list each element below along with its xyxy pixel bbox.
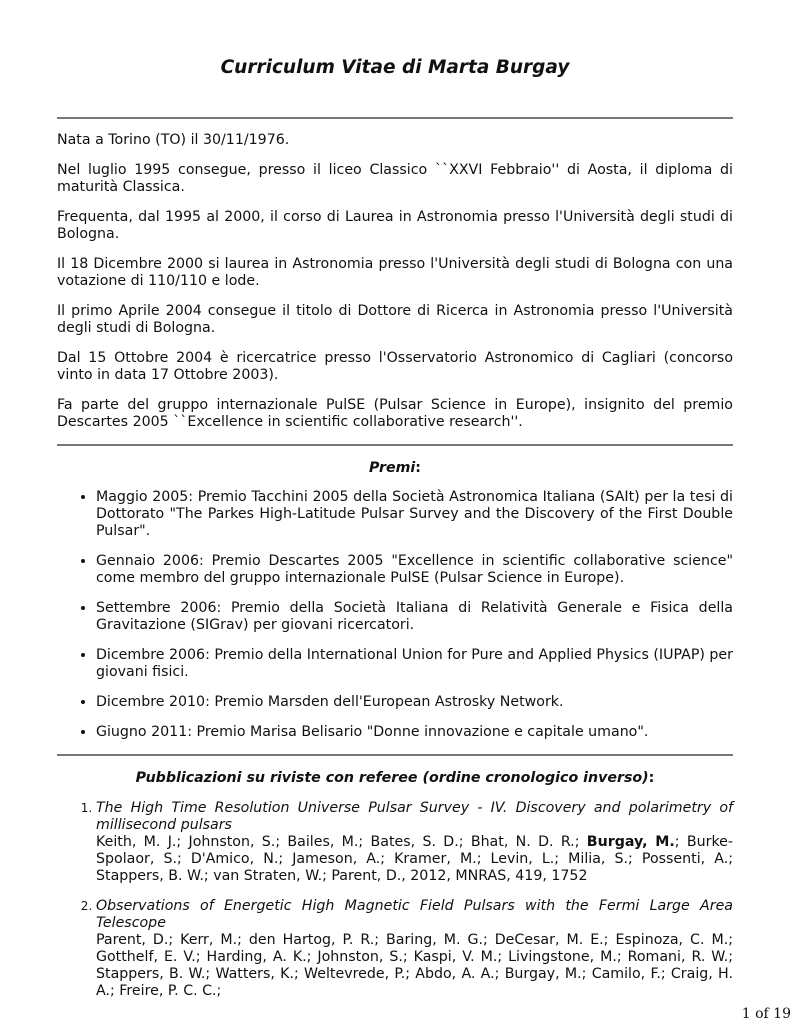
page-indicator: 1 of 19 [741, 1006, 791, 1022]
publications-heading-text: Pubblicazioni su riviste con referee (ordine cronologico inverso) [135, 770, 649, 786]
prizes-heading [57, 460, 733, 477]
bio-paragraph: Frequenta, dal 1995 al 2000, il corso di Laurea in Astronomia presso l'Università degli studi di Bologna. [57, 209, 733, 242]
authors-text: ; Burke-Spolaor, S.; D'Amico, N.; Jameson, A.; Kramer, M.; Levin, L.; Milia, S.; Possenti, A.; Stappers, B. W.; van Straten, W.; Parent, D., 2012, MNRAS, 419, 1752 [96, 834, 734, 884]
publication-item [96, 898, 733, 1000]
list-item: • Dicembre 2010: Premio Marsden dell'European Astrosky Network. [96, 694, 733, 711]
document-page [57, 0, 733, 1013]
publication-authors [96, 834, 733, 885]
bio-paragraph: Il primo Aprile 2004 consegue il titolo di Dottore di Ricerca in Astronomia presso l'Università degli studi di Bologna. [57, 303, 733, 336]
bio-paragraph: Nata a Torino (TO) il 30/11/1976. [57, 132, 290, 148]
page-footer [0, 1006, 791, 1023]
bio-paragraph: Dal 15 Ottobre 2004 è ricercatrice presso l'Osservatorio Astronomico di Cagliari (concorso vinto in data 17 Ottobre 2003). [57, 350, 733, 383]
bio-section [57, 132, 733, 431]
authors-text: Keith, M. J.; Johnston, S.; Bailes, M.; Bates, S. D.; Bhat, N. D. R.; [96, 834, 587, 850]
divider [57, 754, 733, 756]
bio-paragraph: Il 18 Dicembre 2000 si laurea in Astronomia presso l'Università degli studi di Bologna con una votazione di 110/110 e lode. [57, 256, 733, 289]
publication-title: 2. Observations of Energetic High Magnetic Field Pulsars with the Fermi Large Area Telescope [96, 898, 733, 931]
list-item: • Settembre 2006: Premio della Società Italiana di Relatività Generale e Fisica della Gravitazione (SIGrav) per giovani ricercatori. [96, 600, 733, 634]
bio-paragraph: Nel luglio 1995 consegue, presso il liceo Classico ``XXVI Febbraio'' di Aosta, il diploma di maturità Classica. [57, 162, 733, 195]
divider [57, 117, 733, 119]
list-item: • Giugno 2011: Premio Marisa Belisario "Donne innovazione e capitale umano". [96, 724, 733, 741]
bio-paragraph: Fa parte del gruppo internazionale PulSE (Pulsar Science in Europe), insignito del premio Descartes 2005 ``Excellence in scientific collaborative research''. [57, 397, 733, 430]
prizes-heading-text: Premi [369, 460, 416, 476]
list-item: • Dicembre 2006: Premio della International Union for Pure and Applied Physics (IUPAP) per giovani fisici. [96, 647, 733, 681]
publication-title: 1. The High Time Resolution Universe Pulsar Survey - IV. Discovery and polarimetry of millisecond pulsars [96, 800, 733, 833]
publication-item [96, 800, 733, 885]
publications-heading-colon: : [648, 770, 655, 786]
prizes-list [57, 489, 733, 741]
publications-heading [57, 770, 733, 787]
authors-text: Parent, D.; Kerr, M.; den Hartog, P. R.; Baring, M. G.; DeCesar, M. E.; Espinoza, C. M.; Gotthelf, E. V.; Harding, A. K.; Johnston, S.; Kaspi, V. M.; Livingstone, M.; Romani, R. W.; Stappers, B. W.; Watters, K.; Weltevrede, P.; Abdo, A. A.; Burgay, M.; Camilo, F.; Craig, H. A.; Freire, P. C. C.; [96, 932, 733, 999]
list-item: • Maggio 2005: Premio Tacchini 2005 della Società Astronomica Italiana (SAIt) per la tesi di Dottorato "The Parkes High-Latitude Pulsar Survey and the Discovery of the First Double Pulsar". [96, 489, 733, 540]
prizes-heading-colon: : [415, 460, 421, 476]
list-item: • Gennaio 2006: Premio Descartes 2005 "Excellence in scientific collaborative science" come membro del gruppo internazionale PulSE (Pulsar Science in Europe). [96, 553, 733, 587]
authors-highlight: Burgay, M. [586, 834, 675, 850]
divider [57, 444, 733, 446]
publication-authors [96, 932, 733, 1000]
page-title: Curriculum Vitae di Marta Burgay [220, 57, 570, 78]
publications-list [57, 800, 733, 1000]
